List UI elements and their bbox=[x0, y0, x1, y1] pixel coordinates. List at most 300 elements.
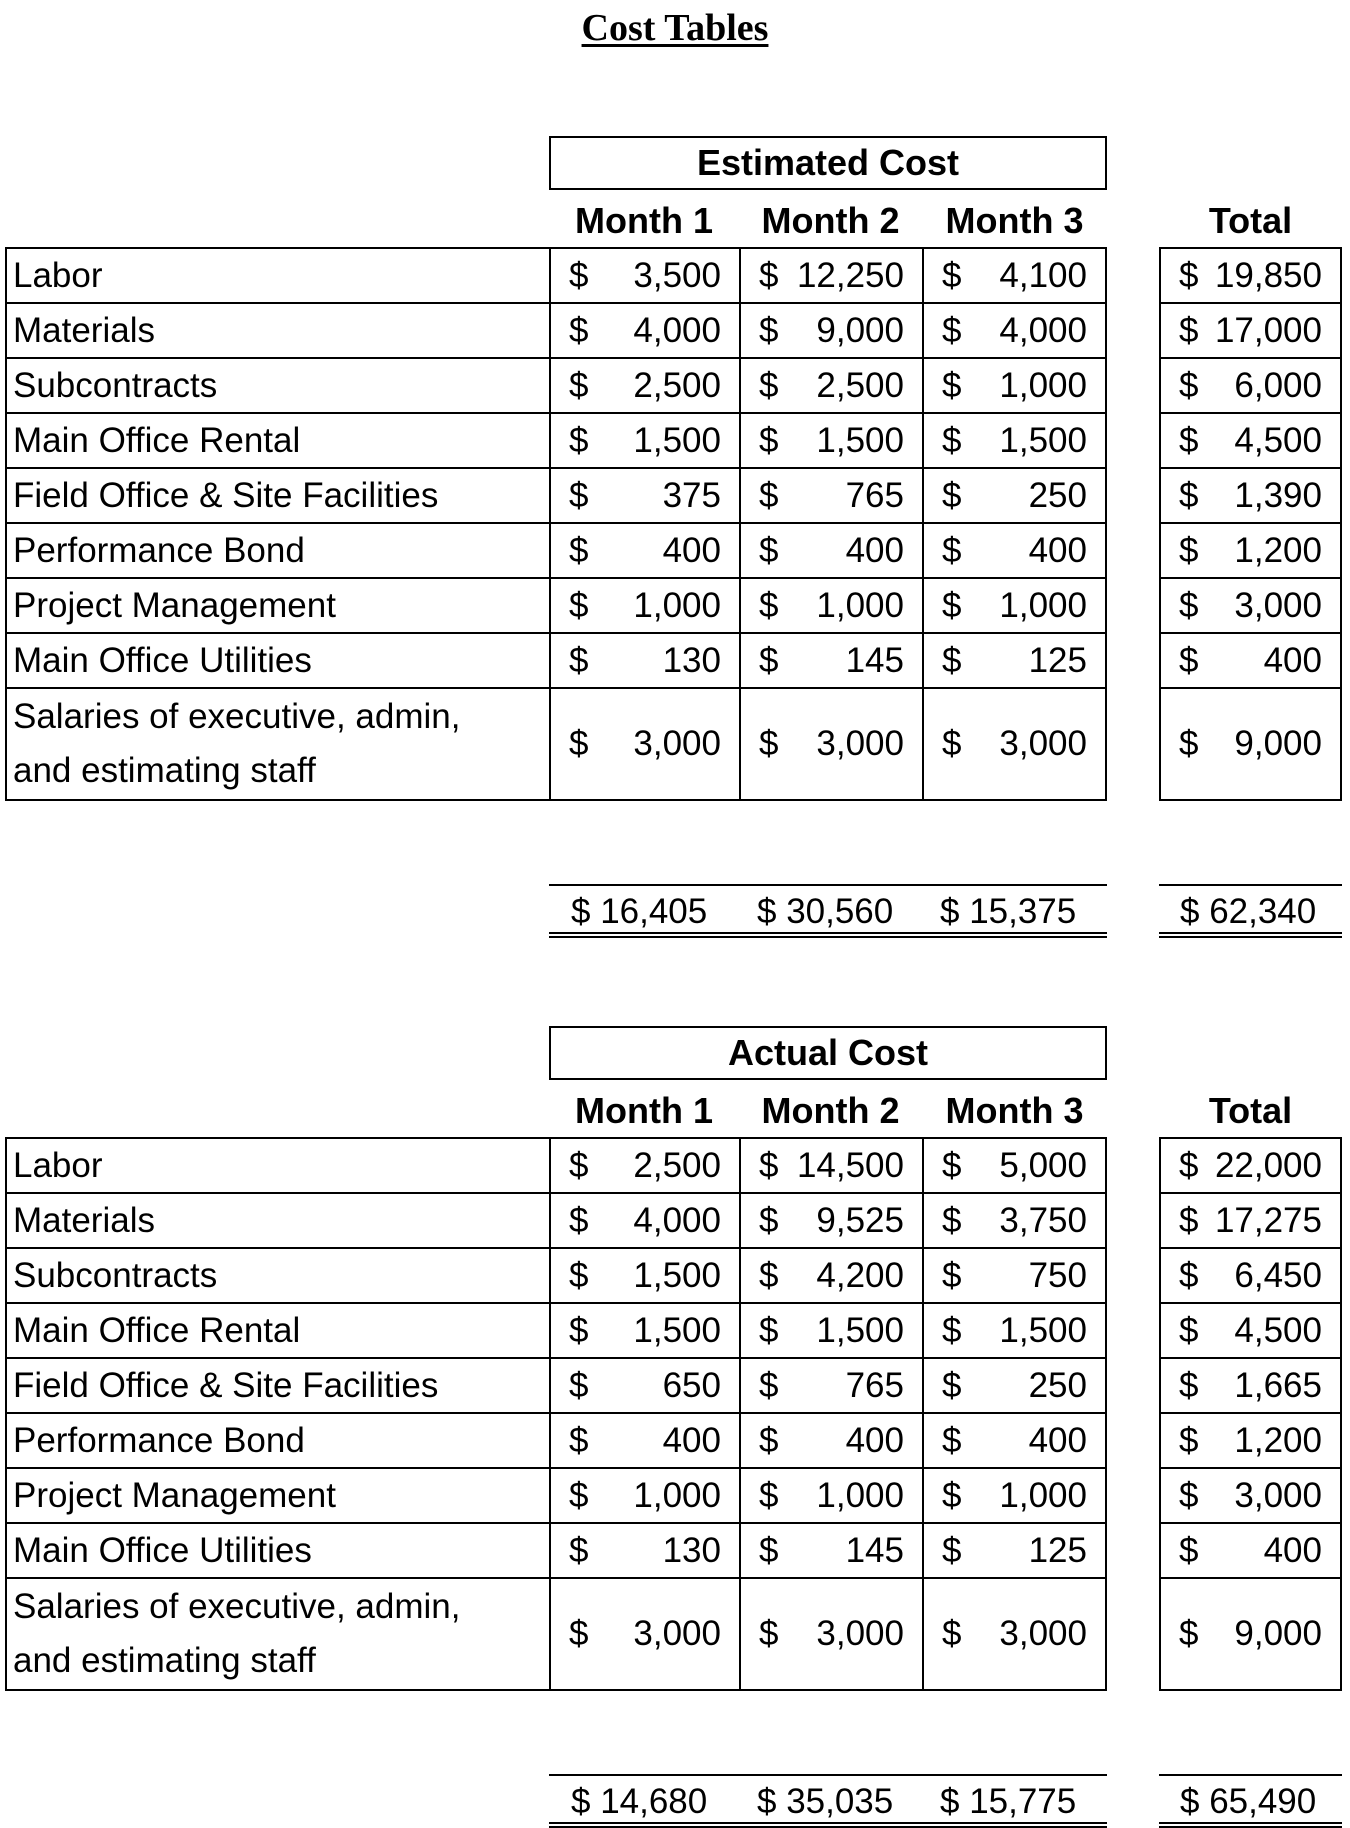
month-3-cell bbox=[924, 1469, 1105, 1522]
row-label-text: Main Office Rental bbox=[13, 1310, 301, 1350]
amount: 3,000 bbox=[633, 1614, 721, 1653]
row-label bbox=[7, 1579, 549, 1689]
row-label bbox=[7, 579, 549, 634]
currency-symbol: $ bbox=[759, 1614, 779, 1653]
amount: 9,000 bbox=[1234, 1614, 1322, 1653]
currency-symbol: $ bbox=[1179, 1200, 1199, 1240]
month-1-cell bbox=[551, 1414, 741, 1467]
row-label-text: Materials bbox=[13, 310, 155, 350]
row-label-text: Subcontracts bbox=[13, 1255, 218, 1295]
amount: 1,500 bbox=[999, 1310, 1087, 1350]
currency-symbol: $ bbox=[759, 585, 779, 625]
month-1-cell bbox=[551, 689, 741, 799]
amount: 1,000 bbox=[816, 1475, 904, 1515]
currency-symbol: $ bbox=[1179, 310, 1199, 350]
amount: 9,000 bbox=[1234, 724, 1322, 763]
row-label-line-1: Salaries of executive, admin, bbox=[13, 697, 461, 736]
grand-total-value: $ 62,340 bbox=[1180, 892, 1317, 931]
row-total-cell bbox=[1161, 1579, 1340, 1689]
amount: 3,500 bbox=[633, 255, 721, 295]
currency-symbol: $ bbox=[569, 310, 589, 350]
month-2-cell bbox=[741, 1524, 924, 1577]
table-row bbox=[551, 1414, 1105, 1469]
currency-symbol: $ bbox=[942, 1255, 962, 1295]
month-1-cell bbox=[551, 1194, 741, 1247]
row-total bbox=[1161, 579, 1340, 634]
row-label bbox=[7, 359, 549, 414]
month-1-cell bbox=[551, 1139, 741, 1192]
currency-symbol: $ bbox=[1179, 1614, 1199, 1653]
month-3-cell bbox=[924, 689, 1105, 799]
amount: 400 bbox=[1028, 1420, 1087, 1460]
amount: 250 bbox=[1028, 1365, 1087, 1405]
amount: 4,000 bbox=[633, 310, 721, 350]
row-total-cell bbox=[1161, 1139, 1340, 1192]
amount: 1,500 bbox=[633, 1255, 721, 1295]
amount: 250 bbox=[1028, 475, 1087, 515]
row-total-cell bbox=[1161, 579, 1340, 632]
currency-symbol: $ bbox=[942, 475, 962, 515]
row-label bbox=[7, 689, 549, 799]
column-header-month-2: Month 2 bbox=[761, 200, 900, 241]
amount: 400 bbox=[1263, 1530, 1322, 1570]
currency-symbol: $ bbox=[759, 365, 779, 405]
table-row bbox=[551, 524, 1105, 579]
row-total bbox=[1161, 524, 1340, 579]
currency-symbol: $ bbox=[759, 1365, 779, 1405]
currency-symbol: $ bbox=[1179, 1310, 1199, 1350]
month-3-cell bbox=[924, 249, 1105, 302]
currency-symbol: $ bbox=[569, 1530, 589, 1570]
row-label-line-2: and estimating staff bbox=[13, 1641, 316, 1680]
month-2-cell bbox=[741, 359, 924, 412]
row-label-text: Materials bbox=[13, 1200, 155, 1240]
amount: 3,000 bbox=[1234, 585, 1322, 625]
currency-symbol: $ bbox=[1179, 585, 1199, 625]
currency-symbol: $ bbox=[942, 1365, 962, 1405]
row-total-cell bbox=[1161, 1359, 1340, 1412]
currency-symbol: $ bbox=[569, 1145, 589, 1185]
currency-symbol: $ bbox=[1179, 1365, 1199, 1405]
row-totals-grid bbox=[1159, 1137, 1342, 1691]
amount: 14,500 bbox=[796, 1145, 904, 1185]
amount: 400 bbox=[662, 530, 721, 570]
row-total bbox=[1161, 469, 1340, 524]
amount: 9,525 bbox=[816, 1200, 904, 1240]
month-1-cell bbox=[551, 579, 741, 632]
amount: 1,500 bbox=[633, 420, 721, 460]
row-label-text: Main Office Rental bbox=[13, 420, 301, 460]
currency-symbol: $ bbox=[1179, 1475, 1199, 1515]
month-2-cell bbox=[741, 1249, 924, 1302]
currency-symbol: $ bbox=[569, 1310, 589, 1350]
grand-total bbox=[1159, 884, 1342, 938]
table-row bbox=[551, 1249, 1105, 1304]
row-label bbox=[7, 1524, 549, 1579]
month-2-cell bbox=[741, 1469, 924, 1522]
amount: 1,000 bbox=[999, 365, 1087, 405]
column-total-month-3: $ 15,775 bbox=[940, 1782, 1077, 1821]
amount: 1,000 bbox=[999, 1475, 1087, 1515]
month-1-cell bbox=[551, 359, 741, 412]
amount: 6,450 bbox=[1234, 1255, 1322, 1295]
currency-symbol: $ bbox=[1179, 255, 1199, 295]
month-3-cell bbox=[924, 1524, 1105, 1577]
grand-total bbox=[1159, 1774, 1342, 1828]
currency-symbol: $ bbox=[1179, 475, 1199, 515]
amount: 125 bbox=[1028, 640, 1087, 680]
month-3-cell bbox=[924, 414, 1105, 467]
month-2-cell bbox=[741, 304, 924, 357]
row-label bbox=[7, 304, 549, 359]
currency-symbol: $ bbox=[569, 475, 589, 515]
amount: 130 bbox=[662, 640, 721, 680]
currency-symbol: $ bbox=[569, 640, 589, 680]
month-1-cell bbox=[551, 1469, 741, 1522]
currency-symbol: $ bbox=[569, 724, 589, 763]
row-label bbox=[7, 1304, 549, 1359]
row-total bbox=[1161, 1524, 1340, 1579]
row-labels bbox=[5, 1137, 549, 1691]
column-total-month-1: $ 14,680 bbox=[571, 1782, 708, 1821]
currency-symbol: $ bbox=[569, 1365, 589, 1405]
currency-symbol: $ bbox=[942, 1530, 962, 1570]
row-total-cell bbox=[1161, 1194, 1340, 1247]
row-label bbox=[7, 1139, 549, 1194]
row-total-cell bbox=[1161, 1249, 1340, 1302]
column-header-total: Total bbox=[1208, 200, 1293, 241]
currency-symbol: $ bbox=[942, 365, 962, 405]
column-header-month-3: Month 3 bbox=[945, 1090, 1084, 1131]
row-label-text: Performance Bond bbox=[13, 530, 305, 570]
amount: 2,500 bbox=[633, 1145, 721, 1185]
currency-symbol: $ bbox=[759, 1420, 779, 1460]
currency-symbol: $ bbox=[942, 1310, 962, 1350]
row-label bbox=[7, 1249, 549, 1304]
currency-symbol: $ bbox=[759, 640, 779, 680]
amount: 400 bbox=[845, 530, 904, 570]
row-total bbox=[1161, 1469, 1340, 1524]
amount: 1,200 bbox=[1234, 1420, 1322, 1460]
monthly-values-grid bbox=[549, 1137, 1107, 1691]
column-total-month-2: $ 30,560 bbox=[757, 892, 894, 931]
month-3-cell bbox=[924, 1359, 1105, 1412]
row-label bbox=[7, 249, 549, 304]
currency-symbol: $ bbox=[569, 255, 589, 295]
amount: 17,000 bbox=[1214, 310, 1322, 350]
row-label-text: Project Management bbox=[13, 1475, 336, 1515]
currency-symbol: $ bbox=[942, 1200, 962, 1240]
table-row bbox=[551, 1139, 1105, 1194]
month-3-cell bbox=[924, 304, 1105, 357]
currency-symbol: $ bbox=[1179, 1145, 1199, 1185]
currency-symbol: $ bbox=[759, 1530, 779, 1570]
table-row bbox=[551, 469, 1105, 524]
currency-symbol: $ bbox=[1179, 420, 1199, 460]
amount: 1,500 bbox=[633, 1310, 721, 1350]
table-row bbox=[551, 634, 1105, 689]
amount: 1,390 bbox=[1234, 475, 1322, 515]
amount: 375 bbox=[662, 475, 721, 515]
month-2-cell bbox=[741, 414, 924, 467]
column-header-month-1: Month 1 bbox=[575, 200, 713, 241]
amount: 2,500 bbox=[816, 365, 904, 405]
month-1-cell bbox=[551, 414, 741, 467]
table-row bbox=[551, 1524, 1105, 1579]
currency-symbol: $ bbox=[759, 1200, 779, 1240]
currency-symbol: $ bbox=[942, 310, 962, 350]
currency-symbol: $ bbox=[759, 420, 779, 460]
row-total bbox=[1161, 1359, 1340, 1414]
amount: 125 bbox=[1028, 1530, 1087, 1570]
currency-symbol: $ bbox=[1179, 724, 1199, 763]
row-total bbox=[1161, 1304, 1340, 1359]
currency-symbol: $ bbox=[569, 1200, 589, 1240]
month-1-cell bbox=[551, 249, 741, 302]
amount: 1,000 bbox=[633, 1475, 721, 1515]
amount: 12,250 bbox=[796, 255, 904, 295]
currency-symbol: $ bbox=[1179, 1530, 1199, 1570]
row-label bbox=[7, 524, 549, 579]
currency-symbol: $ bbox=[569, 1475, 589, 1515]
month-1-cell bbox=[551, 634, 741, 687]
column-header-month-2: Month 2 bbox=[761, 1090, 900, 1131]
currency-symbol: $ bbox=[569, 1255, 589, 1295]
monthly-values-grid bbox=[549, 247, 1107, 801]
row-total-cell bbox=[1161, 689, 1340, 799]
month-2-cell bbox=[741, 579, 924, 632]
table-row bbox=[551, 1359, 1105, 1414]
row-total-cell bbox=[1161, 1304, 1340, 1357]
row-total bbox=[1161, 689, 1340, 799]
amount: 1,500 bbox=[816, 1310, 904, 1350]
row-label-text: Main Office Utilities bbox=[13, 640, 312, 680]
currency-symbol: $ bbox=[942, 585, 962, 625]
amount: 750 bbox=[1028, 1255, 1087, 1295]
amount: 765 bbox=[845, 475, 904, 515]
amount: 400 bbox=[1028, 530, 1087, 570]
column-total-month-2: $ 35,035 bbox=[757, 1782, 894, 1821]
row-label-text: Main Office Utilities bbox=[13, 1530, 312, 1570]
table-row bbox=[551, 1579, 1105, 1689]
currency-symbol: $ bbox=[759, 1145, 779, 1185]
currency-symbol: $ bbox=[759, 310, 779, 350]
amount: 3,000 bbox=[999, 724, 1087, 763]
month-1-cell bbox=[551, 1359, 741, 1412]
month-3-cell bbox=[924, 1304, 1105, 1357]
month-2-cell bbox=[741, 689, 924, 799]
amount: 3,000 bbox=[816, 724, 904, 763]
currency-symbol: $ bbox=[1179, 365, 1199, 405]
amount: 3,000 bbox=[999, 1614, 1087, 1653]
month-3-cell bbox=[924, 634, 1105, 687]
amount: 400 bbox=[662, 1420, 721, 1460]
row-total bbox=[1161, 249, 1340, 304]
amount: 400 bbox=[845, 1420, 904, 1460]
row-total-cell bbox=[1161, 634, 1340, 687]
month-3-cell bbox=[924, 1139, 1105, 1192]
amount: 4,000 bbox=[999, 310, 1087, 350]
amount: 9,000 bbox=[816, 310, 904, 350]
amount: 1,665 bbox=[1234, 1365, 1322, 1405]
month-1-cell bbox=[551, 1524, 741, 1577]
amount: 4,200 bbox=[816, 1255, 904, 1295]
column-header-month-1: Month 1 bbox=[575, 1090, 713, 1131]
row-total bbox=[1161, 1194, 1340, 1249]
month-3-cell bbox=[924, 524, 1105, 577]
currency-symbol: $ bbox=[942, 724, 962, 763]
amount: 1,500 bbox=[999, 420, 1087, 460]
grand-total-value: $ 65,490 bbox=[1180, 1782, 1317, 1821]
row-label bbox=[7, 414, 549, 469]
month-2-cell bbox=[741, 1359, 924, 1412]
month-1-cell bbox=[551, 1579, 741, 1689]
row-label-line-1: Salaries of executive, admin, bbox=[13, 1587, 461, 1626]
amount: 4,500 bbox=[1234, 1310, 1322, 1350]
month-3-cell bbox=[924, 359, 1105, 412]
amount: 130 bbox=[662, 1530, 721, 1570]
row-total-cell bbox=[1161, 249, 1340, 302]
row-total-cell bbox=[1161, 524, 1340, 577]
row-total bbox=[1161, 1579, 1340, 1689]
amount: 650 bbox=[662, 1365, 721, 1405]
currency-symbol: $ bbox=[569, 530, 589, 570]
month-2-cell bbox=[741, 524, 924, 577]
currency-symbol: $ bbox=[1179, 1420, 1199, 1460]
month-2-cell bbox=[741, 634, 924, 687]
month-3-cell bbox=[924, 1249, 1105, 1302]
amount: 1,000 bbox=[999, 585, 1087, 625]
row-labels bbox=[5, 247, 549, 801]
table-row bbox=[551, 1469, 1105, 1524]
table-row bbox=[551, 359, 1105, 414]
currency-symbol: $ bbox=[569, 365, 589, 405]
month-2-cell bbox=[741, 1414, 924, 1467]
amount: 4,100 bbox=[999, 255, 1087, 295]
amount: 1,500 bbox=[816, 420, 904, 460]
row-label bbox=[7, 1414, 549, 1469]
row-label bbox=[7, 1194, 549, 1249]
month-2-cell bbox=[741, 1304, 924, 1357]
currency-symbol: $ bbox=[942, 1145, 962, 1185]
column-total-month-3: $ 15,375 bbox=[940, 892, 1077, 931]
row-total-cell bbox=[1161, 1524, 1340, 1577]
month-3-cell bbox=[924, 469, 1105, 522]
row-label-text: Field Office & Site Facilities bbox=[13, 475, 439, 515]
month-3-cell bbox=[924, 1194, 1105, 1247]
month-3-cell bbox=[924, 579, 1105, 632]
row-total-cell bbox=[1161, 414, 1340, 467]
row-totals-grid bbox=[1159, 247, 1342, 801]
row-total-cell bbox=[1161, 1414, 1340, 1467]
month-1-cell bbox=[551, 304, 741, 357]
currency-symbol: $ bbox=[942, 1614, 962, 1653]
currency-symbol: $ bbox=[759, 530, 779, 570]
currency-symbol: $ bbox=[759, 1475, 779, 1515]
table-row bbox=[551, 1304, 1105, 1359]
page-title: Cost Tables bbox=[581, 7, 769, 49]
month-2-cell bbox=[741, 1139, 924, 1192]
row-label-text: Performance Bond bbox=[13, 1420, 305, 1460]
amount: 3,750 bbox=[999, 1200, 1087, 1240]
estimated-cost-table bbox=[0, 136, 1350, 931]
month-1-cell bbox=[551, 1249, 741, 1302]
table-row bbox=[551, 249, 1105, 304]
row-total bbox=[1161, 634, 1340, 689]
amount: 400 bbox=[1263, 640, 1322, 680]
column-total-month-1: $ 16,405 bbox=[571, 892, 708, 931]
table-row bbox=[551, 414, 1105, 469]
amount: 3,000 bbox=[816, 1614, 904, 1653]
month-2-cell bbox=[741, 249, 924, 302]
row-label-text: Subcontracts bbox=[13, 365, 218, 405]
amount: 6,000 bbox=[1234, 365, 1322, 405]
row-total-cell bbox=[1161, 359, 1340, 412]
amount: 1,000 bbox=[633, 585, 721, 625]
row-total bbox=[1161, 304, 1340, 359]
table-row bbox=[551, 1194, 1105, 1249]
row-total bbox=[1161, 359, 1340, 414]
amount: 2,500 bbox=[633, 365, 721, 405]
currency-symbol: $ bbox=[759, 475, 779, 515]
currency-symbol: $ bbox=[759, 1310, 779, 1350]
table-row bbox=[551, 304, 1105, 359]
amount: 145 bbox=[845, 1530, 904, 1570]
currency-symbol: $ bbox=[569, 1420, 589, 1460]
amount: 19,850 bbox=[1214, 255, 1322, 295]
column-totals bbox=[549, 884, 1107, 938]
table-row bbox=[551, 579, 1105, 634]
month-2-cell bbox=[741, 469, 924, 522]
row-total bbox=[1161, 1249, 1340, 1304]
currency-symbol: $ bbox=[1179, 530, 1199, 570]
row-total-cell bbox=[1161, 304, 1340, 357]
currency-symbol: $ bbox=[569, 1614, 589, 1653]
amount: 17,275 bbox=[1214, 1200, 1322, 1240]
currency-symbol: $ bbox=[759, 255, 779, 295]
currency-symbol: $ bbox=[569, 420, 589, 460]
row-label-text: Labor bbox=[13, 1145, 103, 1185]
row-label bbox=[7, 1469, 549, 1524]
row-label-text: Field Office & Site Facilities bbox=[13, 1365, 439, 1405]
amount: 145 bbox=[845, 640, 904, 680]
month-2-cell bbox=[741, 1579, 924, 1689]
currency-symbol: $ bbox=[759, 724, 779, 763]
month-1-cell bbox=[551, 1304, 741, 1357]
amount: 765 bbox=[845, 1365, 904, 1405]
row-total-cell bbox=[1161, 1469, 1340, 1522]
amount: 4,500 bbox=[1234, 420, 1322, 460]
amount: 1,000 bbox=[816, 585, 904, 625]
month-1-cell bbox=[551, 524, 741, 577]
row-label bbox=[7, 1359, 549, 1414]
row-label-text: Labor bbox=[13, 255, 103, 295]
currency-symbol: $ bbox=[942, 420, 962, 460]
row-total-cell bbox=[1161, 469, 1340, 522]
row-total bbox=[1161, 1414, 1340, 1469]
column-header-month-3: Month 3 bbox=[945, 200, 1084, 241]
currency-symbol: $ bbox=[1179, 640, 1199, 680]
currency-symbol: $ bbox=[942, 1420, 962, 1460]
amount: 1,200 bbox=[1234, 530, 1322, 570]
table-heading: Estimated Cost bbox=[549, 136, 1107, 190]
row-total bbox=[1161, 1139, 1340, 1194]
currency-symbol: $ bbox=[942, 1475, 962, 1515]
table-row bbox=[551, 689, 1105, 799]
amount: 3,000 bbox=[633, 724, 721, 763]
amount: 3,000 bbox=[1234, 1475, 1322, 1515]
row-label bbox=[7, 634, 549, 689]
